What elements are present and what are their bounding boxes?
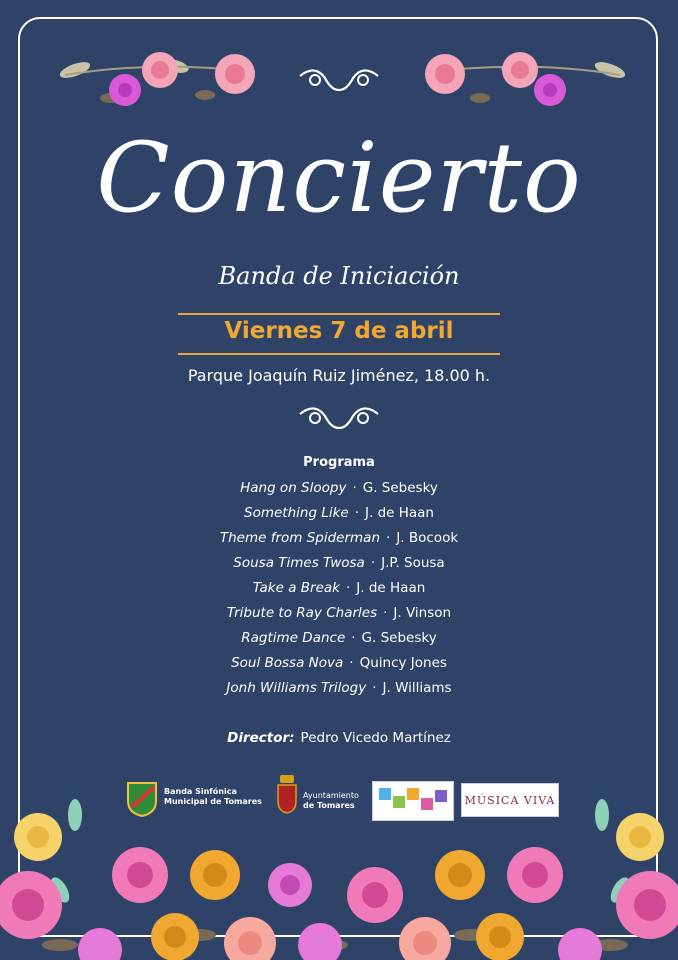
top-left-flowers: [55, 40, 265, 115]
date-top-rule: [178, 313, 500, 315]
separator-dot: ·: [383, 605, 388, 621]
director-label: Director:: [227, 730, 295, 746]
program-item: [0, 678, 678, 703]
separator-dot: ·: [354, 505, 359, 521]
date-bottom-rule: [178, 353, 500, 355]
program-heading: Programa: [303, 455, 375, 470]
separator-dot: ·: [386, 530, 391, 546]
event-date: Viernes 7 de abril: [224, 318, 454, 344]
composer: G. Sebesky: [362, 480, 438, 496]
program-item: [0, 528, 678, 553]
work-title: Hang on Sloopy: [240, 480, 347, 496]
composer: J.P. Sousa: [381, 555, 445, 571]
poster-subtitle: Banda de Iniciación: [218, 262, 460, 290]
director-line: [0, 730, 678, 746]
director-name: Pedro Vicedo Martínez: [300, 730, 451, 746]
separator-dot: ·: [370, 555, 376, 571]
work-title: Jonh Williams Trilogy: [226, 680, 367, 696]
work-title: Something Like: [244, 505, 349, 521]
top-flourish-ornament: [295, 66, 383, 96]
work-title: Soul Bossa Nova: [231, 655, 344, 671]
program-item: [0, 603, 678, 628]
program-item: [0, 578, 678, 603]
separator-dot: ·: [351, 630, 356, 646]
work-title: Ragtime Dance: [241, 630, 346, 646]
banda-line1: Banda Sinfónica: [164, 787, 237, 796]
ayto-line1: Ayuntamiento: [303, 791, 359, 800]
composer: J. Vinson: [393, 605, 452, 621]
program-item: [0, 503, 678, 528]
work-title: Tribute to Ray Charles: [226, 605, 378, 621]
ayto-line2: de Tomares: [303, 801, 355, 810]
banda-line2: Municipal de Tomares: [164, 797, 262, 806]
program-item: [0, 628, 678, 653]
separator-dot: ·: [352, 480, 357, 496]
bottom-flowers: [0, 795, 678, 960]
composer: J. Williams: [382, 680, 452, 696]
work-title: Sousa Times Twosa: [233, 555, 365, 571]
program-list: [0, 478, 678, 703]
separator-dot: ·: [346, 580, 351, 596]
composer: G. Sebesky: [361, 630, 437, 646]
separator-dot: ·: [372, 680, 377, 696]
middle-flourish-ornament: [295, 404, 383, 434]
event-place: Parque Joaquín Ruiz Jiménez, 18.00 h.: [187, 366, 491, 385]
program-item: [0, 653, 678, 678]
poster-title: Concierto: [96, 122, 582, 234]
work-title: Theme from Spiderman: [219, 530, 380, 546]
work-title: Take a Break: [252, 580, 340, 596]
separator-dot: ·: [349, 655, 354, 671]
program-item: [0, 553, 678, 578]
musica-viva-text: MÚSICA VIVA: [464, 793, 556, 807]
composer: J. Bocook: [396, 530, 459, 546]
composer: J. de Haan: [356, 580, 426, 596]
composer: J. de Haan: [365, 505, 434, 521]
top-right-flowers: [420, 40, 630, 115]
composer: Quincy Jones: [359, 655, 447, 671]
program-item: [0, 478, 678, 503]
